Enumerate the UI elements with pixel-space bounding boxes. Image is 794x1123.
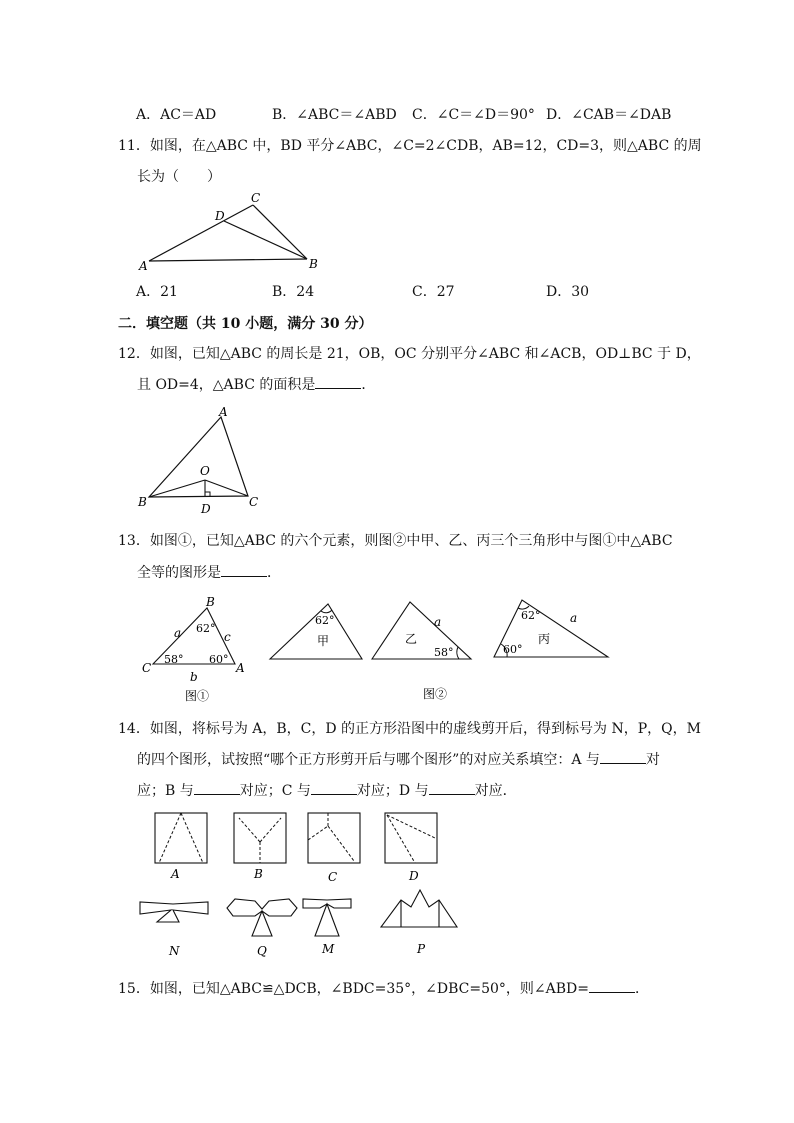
q10-option-d: D．∠CAB＝∠DAB xyxy=(546,107,672,123)
q11-label-a: A xyxy=(139,259,148,273)
q13-stem-line2 xyxy=(137,562,281,582)
q11-figure xyxy=(135,188,335,280)
q14-shape-label-n: N xyxy=(169,944,180,958)
q14-text-d: 对应；D 与 xyxy=(356,783,429,799)
q10-option-c: C．∠C＝∠D＝90° xyxy=(412,107,535,123)
q13-stem-end: ． xyxy=(267,565,281,581)
q13-fig1-side-a: a xyxy=(174,626,182,640)
q10-option-b: B．∠ABC＝∠ABD xyxy=(272,107,397,123)
q11-option-c: C．27 xyxy=(412,284,455,300)
q14-figure xyxy=(135,808,475,964)
q12-stem-text: 且 OD=4，△ABC 的面积是 xyxy=(137,377,316,393)
q13-fig1-label-a: A xyxy=(236,661,245,675)
section-title: 二．填空题（共 10 小题，满分 30 分） xyxy=(118,316,373,332)
q13-jia-label: 甲 xyxy=(317,634,330,648)
q12-label-d: D xyxy=(201,502,211,516)
q13-fig1-angle-a: 60° xyxy=(209,653,229,666)
q15-stem-end: ． xyxy=(635,981,650,997)
q11-stem-line2: 长为（ ） xyxy=(137,169,221,185)
q13-bing-left-angle: 60° xyxy=(503,643,523,656)
q12-label-o: O xyxy=(200,464,210,478)
q14-square-label-b: B xyxy=(254,867,263,881)
q15-stem-text: 15．如图，已知△ABC≌△DCB，∠BDC=35°，∠DBC=50°，则∠ABD= xyxy=(118,981,590,997)
q13-fig1-label-b: B xyxy=(206,595,215,609)
q14-text-b: 应；B 与 xyxy=(137,783,194,799)
q11-label-b: B xyxy=(309,257,318,271)
q13-answer-blank xyxy=(221,562,267,577)
q14-blank-a xyxy=(600,749,646,764)
q13-bing-side-a: a xyxy=(570,611,578,625)
q14-text-c: 对应；C 与 xyxy=(239,783,311,799)
q12-stem-end: ． xyxy=(361,377,376,393)
q13-jia-angle: 62° xyxy=(315,614,335,627)
q12-stem-line1: 12．如图，已知△ABC 的周长是 21，OB，OC 分别平分∠ABC 和∠ACB，OD⊥BC 于 D， xyxy=(118,346,701,362)
q14-square-label-d: D xyxy=(409,869,419,883)
q14-stem-text2: 的四个图形，试按照“哪个正方形剪开后与哪个图形”的对应关系填空：A 与 xyxy=(137,752,600,768)
q13-yi-angle: 58° xyxy=(434,646,454,659)
q13-fig1-side-c: c xyxy=(224,630,231,644)
q14-text-end: 对应． xyxy=(474,783,517,799)
q13-fig1-caption: 图① xyxy=(185,689,210,703)
q12-label-a: A xyxy=(219,405,228,419)
q13-figure xyxy=(135,590,615,706)
q13-fig2-caption: 图② xyxy=(423,687,448,701)
q13-yi-side-a: a xyxy=(434,615,442,629)
q14-blank-b xyxy=(194,780,240,795)
q11-option-d: D．30 xyxy=(546,284,590,300)
q12-answer-blank xyxy=(315,374,361,389)
q14-square-label-a: A xyxy=(171,867,180,881)
q14-shape-label-p: P xyxy=(417,942,426,956)
q10-option-a: A．AC＝AD xyxy=(136,107,217,123)
q13-fig1-label-c: C xyxy=(142,661,152,675)
q12-figure xyxy=(135,404,275,514)
q11-option-a: A．21 xyxy=(136,284,178,300)
q14-blank-c xyxy=(311,780,357,795)
q14-shape-label-m: M xyxy=(322,942,335,956)
q12-label-c: C xyxy=(249,495,259,509)
q14-stem-line1: 14．如图，将标号为 A，B，C，D 的正方形沿图中的虚线剪开后，得到标号为 N，P，Q，M xyxy=(118,721,701,737)
q13-bing-top-angle: 62° xyxy=(521,609,541,622)
q12-label-b: B xyxy=(138,495,147,509)
q14-stem-text2-end: 对 xyxy=(645,752,660,768)
q13-yi-label: 乙 xyxy=(405,632,418,646)
q11-label-d: D xyxy=(215,209,225,223)
q15-stem xyxy=(118,978,649,998)
q13-bing-label: 丙 xyxy=(538,632,551,646)
q13-fig1-angle-b: 62° xyxy=(196,622,216,635)
q14-square-label-c: C xyxy=(328,870,338,884)
q13-fig1-side-b: b xyxy=(190,670,198,684)
q14-stem-line2 xyxy=(137,749,660,769)
q11-label-c: C xyxy=(251,191,261,205)
q11-stem-line1: 11．如图，在△ABC 中，BD 平分∠ABC，∠C=2∠CDB，AB=12，CD=3，则△ABC 的周 xyxy=(118,138,702,154)
q11-option-b: B．24 xyxy=(272,284,315,300)
q13-fig1-angle-c: 58° xyxy=(164,653,184,666)
q12-stem-line2 xyxy=(137,374,375,394)
q14-blank-d xyxy=(429,780,475,795)
q14-stem-line3 xyxy=(137,780,517,800)
q13-stem-text: 全等的图形是 xyxy=(137,565,221,581)
q15-answer-blank xyxy=(589,978,635,993)
q14-shape-label-q: Q xyxy=(257,944,267,958)
q13-stem-line1: 13．如图①，已知△ABC 的六个元素，则图②中甲、乙、丙三个三角形中与图①中△ABC xyxy=(118,533,673,549)
